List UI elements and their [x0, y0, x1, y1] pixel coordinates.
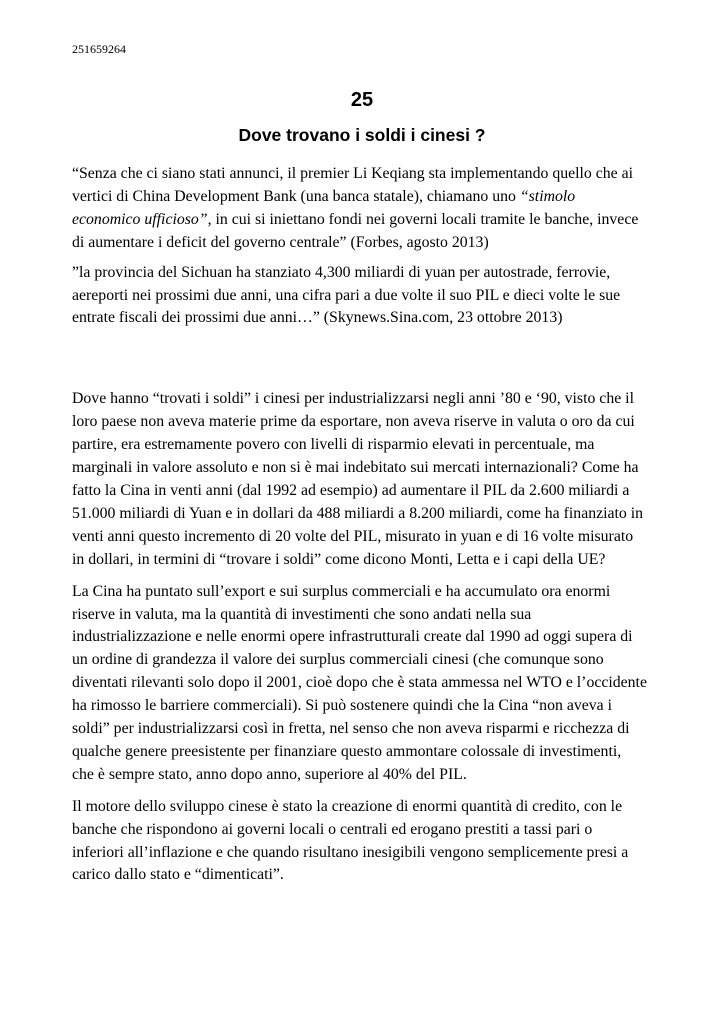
quote-skynews: ”la provincia del Sichuan ha stanziato 4,300 miliardi di yuan per autostrade, ferrovie, aereporti nei prossimi due anni, una cifra pari a due volte il suo PIL e dieci volte le sue entrate fiscali dei prossimi due anni…” (Skynews.Sina.com, 23 ottobre 2013) [72, 263, 621, 327]
document-body [72, 163, 647, 887]
document-id: 251659264 [72, 42, 126, 56]
chapter-title: Dove trovano i soldi i cinesi ? [238, 125, 486, 145]
quote-forbes [72, 163, 647, 255]
quote-forbes-emphasis: “stimolo economico ufficioso”, [72, 187, 576, 228]
quote-forbes-text-end: in cui si iniettano fondi nei governi locali tramite le banche, invece di aumentare i deficit del governo centrale” (Forbes, agosto 2013) [72, 210, 639, 251]
paragraph-funding-question: Dove hanno “trovati i soldi” i cinesi per industrializzarsi negli anni ’80 e ‘90, visto che il loro paese non aveva materie prime da esportare, non aveva riserve in valuta o oro da cui partire, era estremamente povero con livelli di risparmio elevati in percentuale, ma marginali in valore assoluto e non si è mai indebitato sui mercati internazionali? Come ha fatto la Cina in venti anni (dal 1992 ad esempio) ad aumentare il PIL da 2.600 miliardi a 51.000 miliardi di Yuan e in dollari da 488 miliardi a 8.200 miliardi, come ha finanziato in venti anni questo incremento di 20 volte del PIL, misurato in yuan e di 16 volte misurato in dollari, in termini di “trovare i soldi” come dicono Monti, Letta e i capi della UE? [72, 390, 644, 568]
paragraph-credit-engine: Il motore dello sviluppo cinese è stato la creazione di enormi quantità di credito, con le banche che rispondono ai governi locali o centrali ed erogano prestiti a tassi pari o inferiori all’inflazione e che quando risultano inesigibili vengono semplicemente presi a carico dallo stato e “dimenticati”. [72, 797, 629, 884]
quote-forbes-text-start: “Senza che ci siano stati annunci, il premier Li Keqiang sta implementando quello che ai vertici di China Development Bank (una banca statale), chiamano uno [72, 165, 634, 205]
paragraph-export-surplus: La Cina ha puntato sull’export e sui surplus commerciali e ha accumulato ora enormi riserve in valuta, ma la quantità di investimenti che sono andati nella sua industrializzazione e nelle enormi opere infrastrutturali create dal 1990 ad oggi supera di un ordine di grandezza il valore dei surplus commerciali cinesi (che comunque sono diventati rilevanti solo dopo il 2001, cioè dopo che è stata ammessa nel WTO e l’occidente ha rimosso le barriere commerciali). Si può sostenere quindi che la Cina “non aveva i soldi” per industrializzarsi così in fretta, nel senso che non aveva risparmi e ricchezza di qualche genere preesistente per finanziare questo ammontare colossale di investimenti, che è sempre stato, anno dopo anno, superiore al 40% del PIL. [72, 582, 647, 783]
chapter-number: 25 [350, 89, 374, 111]
